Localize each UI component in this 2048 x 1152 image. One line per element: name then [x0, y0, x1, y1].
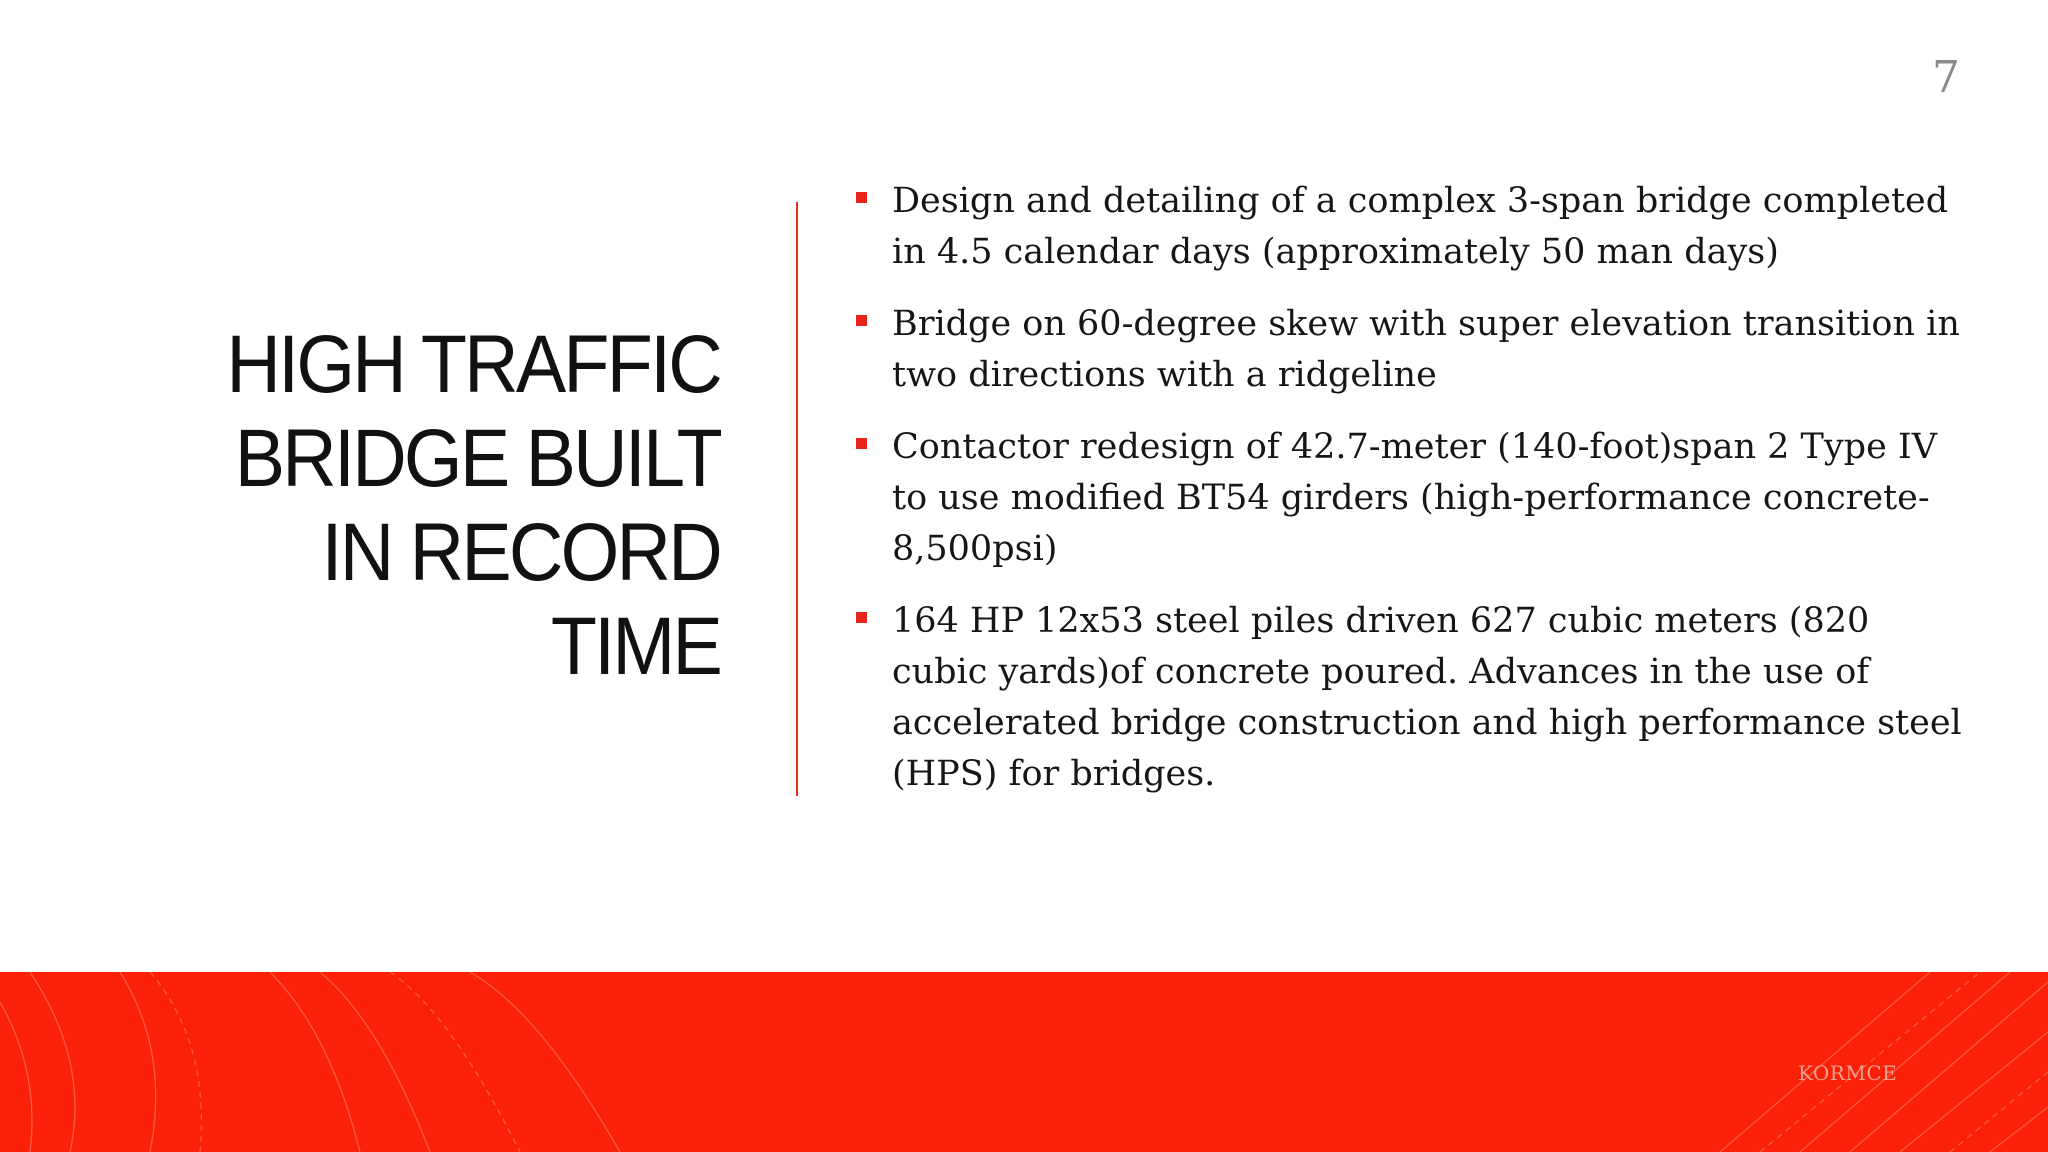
bullet-item [852, 176, 1962, 278]
decorative-curves-icon [0, 972, 2048, 1152]
slide-number: 7 [1932, 52, 1960, 103]
title-line: IN RECORD [321, 507, 720, 598]
slide-title [168, 318, 720, 694]
square-bullet-icon [856, 315, 867, 326]
bullet-item [852, 299, 1962, 401]
bullet-text: 164 HP 12x53 steel piles driven 627 cubic meters (820 cubic yards)of concrete poured. Advances in the use of accelerated bridge construction and high performance steel (HPS) for bridges. [892, 601, 1962, 794]
title-line: TIME [550, 601, 720, 692]
bullet-item [852, 422, 1962, 575]
title-line: HIGH TRAFFIC [226, 319, 720, 410]
square-bullet-icon [856, 192, 867, 203]
bullet-text: Bridge on 60-degree skew with super elevation transition in two directions with a ridgeline [892, 304, 1960, 395]
bullet-list [852, 176, 1962, 821]
vertical-divider [796, 202, 798, 796]
square-bullet-icon [856, 438, 867, 449]
bullet-text: Design and detailing of a complex 3-span bridge completed in 4.5 calendar days (approximately 50 man days) [892, 181, 1949, 272]
title-line: BRIDGE BUILT [234, 413, 720, 504]
footer-watermark: KORMCE [1798, 1061, 1898, 1085]
footer-band [0, 972, 2048, 1152]
bullet-text: Contactor redesign of 42.7-meter (140-foot)span 2 Type IV to use modified BT54 girders (high-performance concrete- 8,500psi) [892, 427, 1938, 569]
bullet-item [852, 596, 1962, 800]
square-bullet-icon [856, 612, 867, 623]
